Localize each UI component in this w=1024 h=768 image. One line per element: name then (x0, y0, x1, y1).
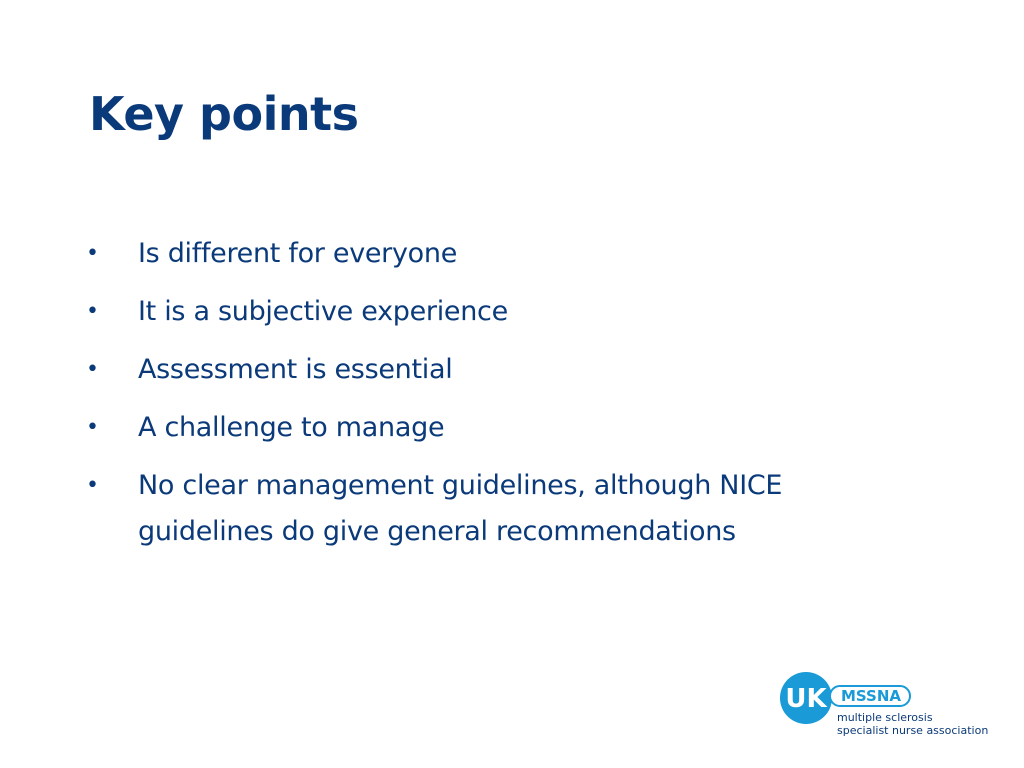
bullet-item (86, 289, 906, 335)
bullet-item (86, 347, 906, 393)
logo-acronym-text: MSSNA (841, 687, 902, 705)
bullet-item (86, 463, 906, 555)
bullet-item (86, 231, 906, 277)
logo-line-2: specialist nurse association (837, 724, 989, 737)
mssna-logo (780, 672, 990, 742)
bullet-list (86, 231, 906, 567)
bullet-text: No clear management guidelines, although NICE guidelines do give general recommendations (138, 470, 783, 547)
logo-badge-text: UK (785, 684, 827, 714)
bullet-icon: • (86, 241, 99, 266)
bullet-icon: • (86, 415, 99, 440)
bullet-icon: • (86, 357, 99, 382)
logo-line-1: multiple sclerosis (837, 711, 933, 724)
bullet-text: It is a subjective experience (138, 296, 508, 327)
bullet-item (86, 405, 906, 451)
bullet-text: Is different for everyone (138, 238, 458, 269)
bullet-icon: • (86, 299, 99, 324)
slide-title: Key points (89, 87, 359, 141)
bullet-icon: • (86, 473, 99, 498)
bullet-text: Assessment is essential (138, 354, 453, 385)
bullet-text: A challenge to manage (138, 412, 445, 443)
